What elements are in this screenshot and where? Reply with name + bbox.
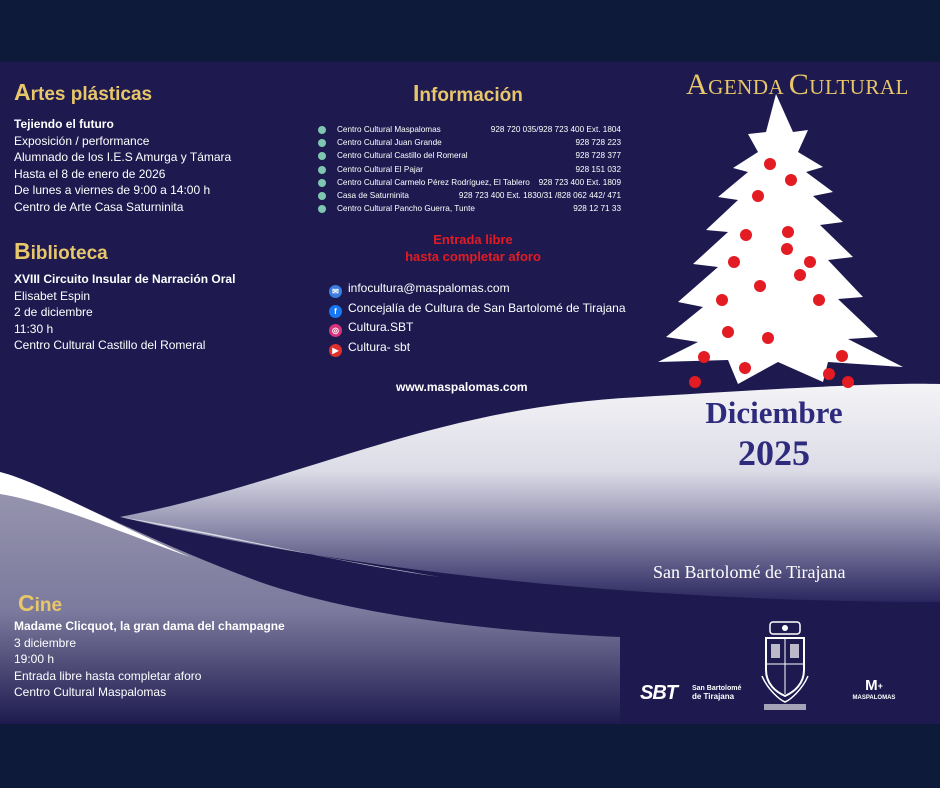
event-line: Elisabet Espin (14, 288, 91, 303)
bullet-icon (318, 205, 326, 213)
contact-phone: 928 151 032 (575, 164, 621, 174)
contact-name: Centro Cultural Pancho Guerra, Tunte (337, 204, 475, 214)
sbt-logo-text (692, 685, 741, 701)
agenda-word: GENDA (708, 75, 789, 99)
heading-initial: B (14, 238, 31, 264)
artes-plasticas-section (14, 116, 231, 216)
youtube-label: Cultura- sbt (348, 339, 411, 354)
email-icon: ✉ (329, 285, 342, 298)
event-title: Tejiendo el futuro (14, 117, 114, 131)
cultural-word: ULTURAL (809, 75, 909, 99)
brochure-panel (0, 62, 940, 724)
contact-row (318, 176, 621, 189)
cine-heading (18, 590, 62, 617)
sbt-logo-line: San Bartolomé (692, 685, 742, 692)
bullet-icon (318, 139, 326, 147)
town-name: San Bartolomé de Tirajana (653, 562, 846, 582)
sbt-logo-mark: SBT (640, 682, 677, 704)
contact-list (318, 123, 621, 215)
biblioteca-section (14, 271, 235, 354)
year-title: 2025 (738, 433, 810, 473)
contact-name: Centro Cultural Castillo del Romeral (337, 151, 468, 161)
contact-name: Centro Cultural Juan Grande (337, 138, 442, 148)
contact-row (318, 123, 621, 136)
contact-name: Centro Cultural Maspalomas (337, 125, 441, 134)
event-line: 19:00 h (14, 652, 55, 667)
contact-row (318, 149, 621, 162)
event-title: Madame Clicquot, la gran dama del champagne (14, 619, 285, 633)
contact-row (318, 189, 621, 202)
instagram-link[interactable] (329, 318, 626, 338)
sbt-logo (640, 682, 750, 712)
instagram-icon: ◎ (329, 324, 342, 337)
contact-phone: 928 723 400 Ext. 1830/31 /828 062 442/ 471 (458, 190, 621, 200)
youtube-icon: ▶ (329, 344, 342, 357)
heading-initial: I (413, 80, 420, 106)
bullet-icon (318, 166, 326, 174)
month-title: Diciembre (705, 395, 843, 430)
facebook-link[interactable] (329, 299, 626, 319)
contact-name: Casa de Saturninita (337, 190, 409, 200)
event-line: Entrada libre hasta completar aforo (14, 668, 202, 683)
entrada-line: Entrada libre (433, 232, 513, 247)
artes-plasticas-heading (14, 79, 152, 106)
facebook-label: Concejalía de Cultura de San Bartolomé de Tirajana (348, 300, 626, 315)
event-line: Centro Cultural Maspalomas (14, 685, 167, 700)
maspalomas-logo (852, 678, 896, 702)
event-line: Alumnado de los I.E.S Amurga y Támara (14, 150, 232, 165)
contact-phone: 928 728 223 (575, 138, 621, 148)
event-line: 2 de diciembre (14, 305, 93, 320)
contact-name: Centro Cultural El Pajar (337, 164, 424, 174)
event-line: Centro Cultural Castillo del Romeral (14, 338, 206, 353)
heading-rest: nformación (419, 85, 523, 106)
event-line: Centro de Arte Casa Saturninita (14, 199, 184, 214)
bullet-icon (318, 152, 326, 160)
entrada-line: hasta completar aforo (405, 249, 541, 264)
maspalomas-logo-text: MASPALOMAS (852, 695, 896, 701)
informacion-heading (413, 80, 523, 107)
contact-row (318, 163, 621, 176)
agenda-initial: A (686, 68, 709, 101)
contact-phone: 928 720 035/928 723 400 Ext. 1804 (490, 125, 621, 134)
heading-rest: ine (34, 595, 63, 616)
contact-phone: 928 12 71 33 (573, 204, 621, 214)
bullet-icon (318, 179, 326, 187)
heading-initial: A (14, 79, 31, 105)
agenda-cultural-title (686, 68, 909, 102)
contact-phone: 928 723 400 Ext. 1809 (538, 177, 621, 187)
cine-section (14, 618, 285, 701)
event-line: Exposición / performance (14, 133, 150, 148)
heading-rest: iblioteca (30, 243, 108, 264)
email-link[interactable] (329, 279, 626, 299)
christmas-tree-illustration (648, 92, 908, 392)
event-line: 3 diciembre (14, 635, 77, 650)
sbt-logo-line: de Tirajana (692, 692, 735, 701)
contact-row (318, 136, 621, 149)
event-line: 11:30 h (14, 321, 54, 336)
bullet-icon (318, 126, 326, 134)
event-title: XVIII Circuito Insular de Narración Oral (14, 272, 236, 286)
bullet-icon (318, 192, 326, 200)
facebook-icon: f (329, 305, 342, 318)
event-line: Hasta el 8 de enero de 2026 (14, 166, 166, 181)
coat-of-arms-icon (760, 620, 810, 712)
email-label: infocultura@maspalomas.com (348, 281, 510, 295)
heading-initial: C (18, 590, 35, 616)
contact-phone: 928 728 377 (575, 151, 621, 161)
cultural-initial: C (788, 68, 810, 101)
instagram-label: Cultura.SBT (348, 320, 414, 334)
youtube-link[interactable] (329, 338, 626, 358)
biblioteca-heading (14, 238, 108, 265)
contact-name: Centro Cultural Carmelo Pérez Rodríguez, El Tablero (337, 177, 530, 187)
heading-rest: rtes plásticas (30, 84, 153, 105)
contact-row (318, 202, 621, 215)
maspalomas-mark-icon: M+ (865, 677, 883, 694)
website-link[interactable]: www.maspalomas.com (396, 380, 528, 394)
event-line: De lunes a viernes de 9:00 a 14:00 h (14, 183, 211, 198)
entrada-libre-note (373, 231, 573, 265)
social-links (329, 279, 626, 357)
